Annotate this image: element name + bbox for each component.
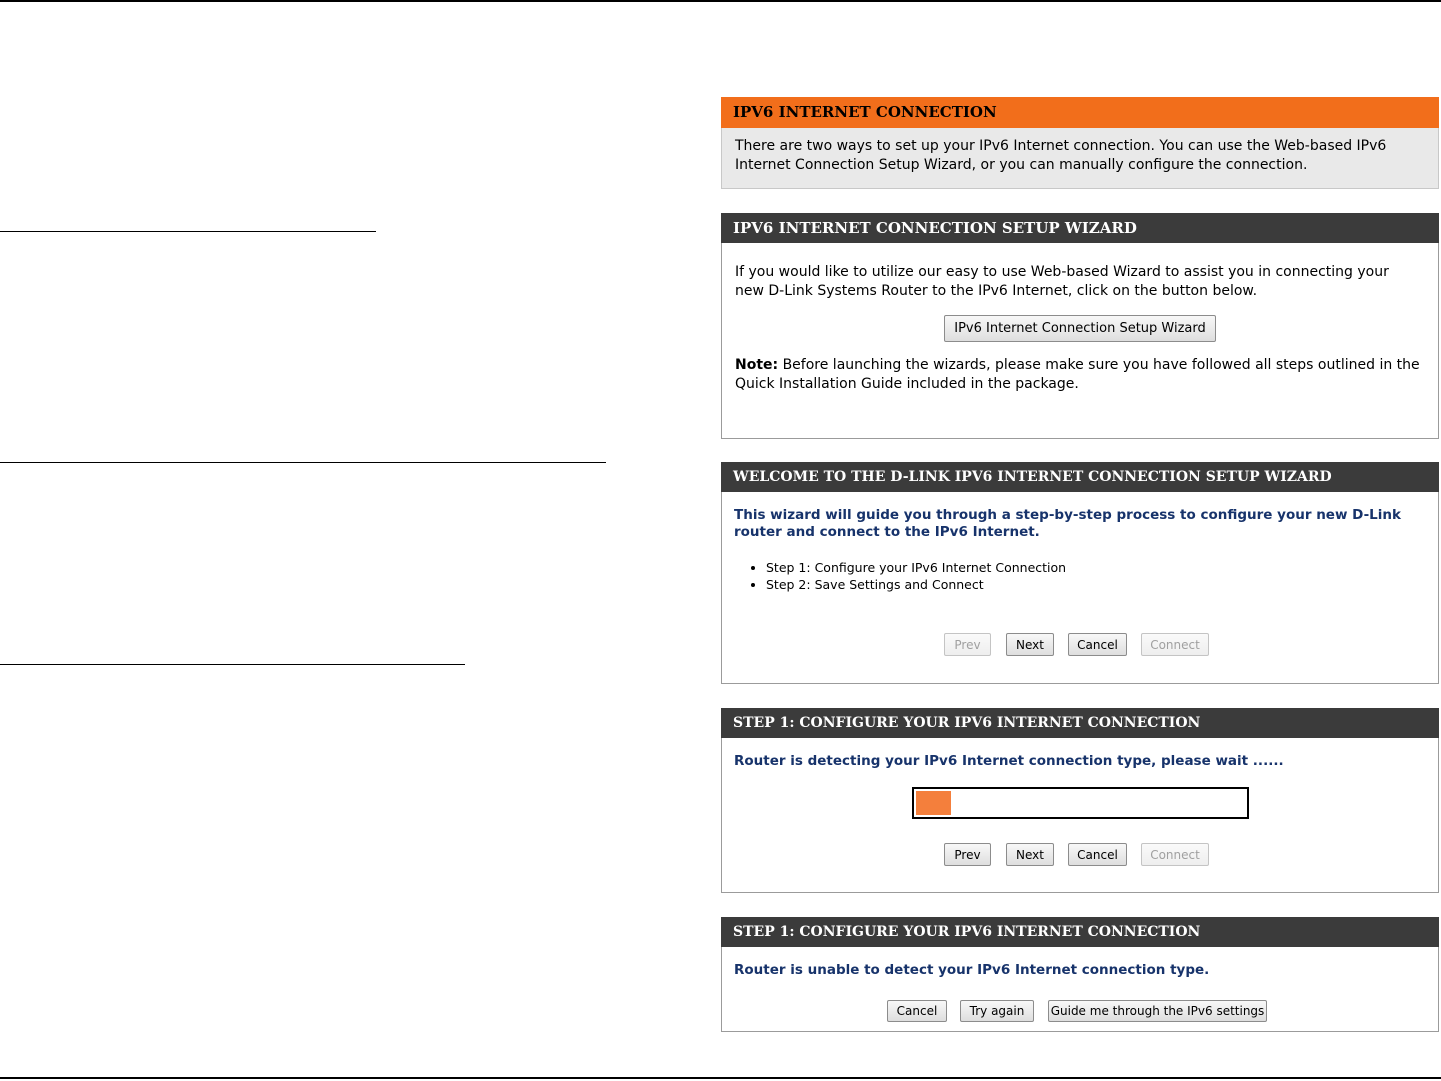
intro-text: There are two ways to set up your IPv6 Internet connection. You can use the Web-based IPv6 Internet Connection Setup Wizard, or you can manually configure the connection. [735,138,1387,173]
welcome-header: WELCOME TO THE D-LINK IPV6 INTERNET CONNECTION SETUP WIZARD [721,462,1439,492]
wizard-step-item: • Step 2: Save Settings and Connect [766,576,1420,593]
intro-header: IPV6 INTERNET CONNECTION [721,97,1439,128]
wizard-step-item: • Step 1: Configure your IPv6 Internet Connection [766,559,1420,576]
intro-body [721,128,1439,189]
detecting-connection-panel [721,708,1439,893]
detecting-header: STEP 1: CONFIGURE YOUR IPV6 INTERNET CONNECTION [721,708,1439,738]
connect-button[interactable]: Connect [1141,843,1209,866]
cancel-button[interactable]: Cancel [1068,633,1127,656]
detection-progress-bar [912,787,1249,819]
progress-fill [916,791,951,815]
prev-button[interactable]: Prev [944,633,991,656]
cancel-button[interactable]: Cancel [1068,843,1127,866]
note-label: Note: [735,357,779,373]
wizard-steps-list [734,559,1420,593]
connect-button[interactable]: Connect [1141,633,1209,656]
unable-header: STEP 1: CONFIGURE YOUR IPV6 INTERNET CONNECTION [721,917,1439,947]
bottom-rule [0,1077,1441,1079]
launch-setup-wizard-button[interactable]: IPv6 Internet Connection Setup Wizard [944,315,1216,342]
divider-line-2 [0,462,606,463]
setup-wizard-body [721,243,1439,439]
setup-wizard-note [735,356,1420,393]
ipv6-connection-intro-panel [721,97,1439,189]
prev-button[interactable]: Prev [944,843,991,866]
detecting-body [721,738,1439,893]
detection-failed-panel [721,917,1439,1032]
guide-ipv6-settings-button[interactable]: Guide me through the IPv6 settings [1048,1000,1267,1022]
unable-body [721,947,1439,1032]
welcome-wizard-panel [721,462,1439,684]
setup-wizard-header: IPV6 INTERNET CONNECTION SETUP WIZARD [721,213,1439,243]
setup-wizard-panel [721,213,1439,439]
top-rule [0,0,1441,2]
detecting-message: Router is detecting your IPv6 Internet connection type, please wait ...... [734,753,1284,769]
note-text: Before launching the wizards, please make sure you have followed all steps outlined in the Quick Installation Guide included in the package. [735,357,1420,392]
divider-line-1 [0,231,376,232]
unable-message: Router is unable to detect your IPv6 Internet connection type. [734,962,1210,978]
try-again-button[interactable]: Try again [960,1000,1034,1022]
next-button[interactable]: Next [1006,843,1054,866]
next-button[interactable]: Next [1006,633,1054,656]
welcome-body [721,492,1439,684]
welcome-intro-text: This wizard will guide you through a step-by-step process to configure your new D-Link router and connect to the IPv6 Internet. [734,507,1402,540]
divider-line-3 [0,664,465,665]
setup-wizard-text: If you would like to utilize our easy to use Web-based Wizard to assist you in connecting your new D-Link Systems Router to the IPv6 Internet, click on the button below. [735,264,1389,299]
cancel-button[interactable]: Cancel [887,1000,947,1022]
